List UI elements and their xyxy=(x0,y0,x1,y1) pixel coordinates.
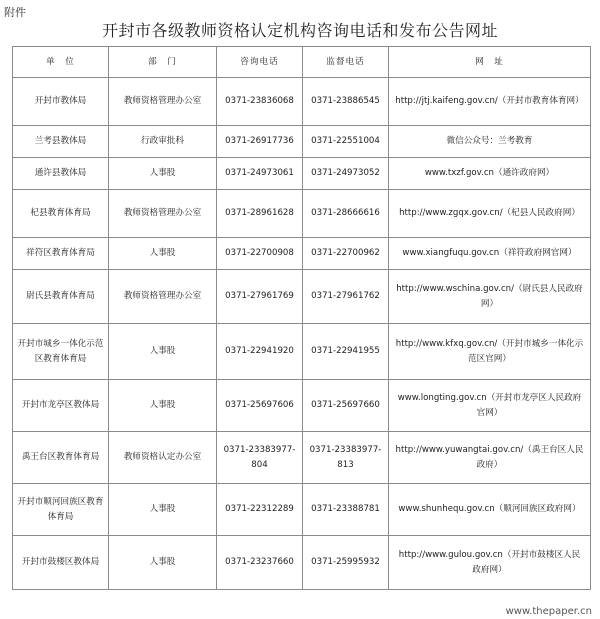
table-row xyxy=(13,78,591,126)
cell-supervise-phone: 0371-22551004 xyxy=(303,126,389,158)
contact-table xyxy=(12,46,591,590)
cell-url: www.shunhequ.gov.cn（顺河回族区政府网） xyxy=(389,484,591,536)
cell-unit: 兰考县教体局 xyxy=(13,126,109,158)
table-row xyxy=(13,270,591,324)
cell-url: http://www.wschina.gov.cn/（尉氏县人民政府网） xyxy=(389,270,591,324)
cell-dept: 教师资格管理办公室 xyxy=(109,190,217,238)
cell-url: www.xiangfuqu.gov.cn（祥符政府网官网） xyxy=(389,238,591,270)
cell-unit: 杞县教育体育局 xyxy=(13,190,109,238)
table-row xyxy=(13,158,591,190)
cell-dept: 人事股 xyxy=(109,324,217,380)
table-header-row xyxy=(13,47,591,78)
table-row xyxy=(13,324,591,380)
cell-unit: 通许县教体局 xyxy=(13,158,109,190)
cell-dept: 教师资格管理办公室 xyxy=(109,270,217,324)
cell-url: http://jtj.kaifeng.gov.cn/（开封市教育体育网） xyxy=(389,78,591,126)
cell-dept: 人事股 xyxy=(109,238,217,270)
cell-supervise-phone: 0371-25995932 xyxy=(303,536,389,590)
cell-dept: 人事股 xyxy=(109,380,217,432)
cell-dept: 教师资格管理办公室 xyxy=(109,78,217,126)
cell-supervise-phone: 0371-23383977-813 xyxy=(303,432,389,484)
cell-consult-phone: 0371-24973061 xyxy=(217,158,303,190)
cell-supervise-phone: 0371-23886545 xyxy=(303,78,389,126)
cell-url: http://www.gulou.gov.cn（开封市鼓楼区人民政府网） xyxy=(389,536,591,590)
cell-dept: 教师资格认定办公室 xyxy=(109,432,217,484)
cell-consult-phone: 0371-28961628 xyxy=(217,190,303,238)
table-row xyxy=(13,432,591,484)
header-unit: 单 位 xyxy=(13,47,109,78)
table-row xyxy=(13,380,591,432)
cell-supervise-phone: 0371-23388781 xyxy=(303,484,389,536)
document-title: 开封市各级教师资格认定机构咨询电话和发布公告网址 xyxy=(101,21,498,40)
cell-consult-phone: 0371-25697606 xyxy=(217,380,303,432)
table-row xyxy=(13,238,591,270)
cell-consult-phone: 0371-22312289 xyxy=(217,484,303,536)
cell-unit: 开封市城乡一体化示范区教育体育局 xyxy=(13,324,109,380)
cell-dept: 人事股 xyxy=(109,158,217,190)
table-row xyxy=(13,126,591,158)
cell-url: http://www.zgqx.gov.cn/（杞县人民政府网） xyxy=(389,190,591,238)
attachment-label: 附件 xyxy=(4,6,26,19)
header-consult-phone: 咨询电话 xyxy=(217,47,303,78)
cell-supervise-phone: 0371-22700962 xyxy=(303,238,389,270)
cell-unit: 禹王台区教育体育局 xyxy=(13,432,109,484)
cell-url: http://www.kfxq.gov.cn/（开封市城乡一体化示范区官网） xyxy=(389,324,591,380)
cell-url: 微信公众号：兰考教育 xyxy=(389,126,591,158)
table-row xyxy=(13,484,591,536)
watermark: www.thepaper.cn xyxy=(505,606,592,617)
cell-unit: 开封市鼓楼区教体局 xyxy=(13,536,109,590)
header-dept: 部 门 xyxy=(109,47,217,78)
cell-consult-phone: 0371-26917736 xyxy=(217,126,303,158)
cell-consult-phone: 0371-23237660 xyxy=(217,536,303,590)
cell-unit: 祥符区教育体育局 xyxy=(13,238,109,270)
cell-consult-phone: 0371-23836068 xyxy=(217,78,303,126)
cell-unit: 开封市教体局 xyxy=(13,78,109,126)
cell-url: http://www.yuwangtai.gov.cn/（禹王台区人民政府） xyxy=(389,432,591,484)
cell-unit: 开封市龙亭区教体局 xyxy=(13,380,109,432)
cell-unit: 尉氏县教育体育局 xyxy=(13,270,109,324)
header-url: 网 址 xyxy=(389,47,591,78)
table-row xyxy=(13,190,591,238)
cell-consult-phone: 0371-27961769 xyxy=(217,270,303,324)
cell-url: www.longting.gov.cn（开封市龙亭区人民政府官网） xyxy=(389,380,591,432)
header-supervise-phone: 监督电话 xyxy=(303,47,389,78)
cell-dept: 人事股 xyxy=(109,484,217,536)
cell-dept: 行政审批科 xyxy=(109,126,217,158)
cell-consult-phone: 0371-22700908 xyxy=(217,238,303,270)
cell-supervise-phone: 0371-25697660 xyxy=(303,380,389,432)
cell-unit: 开封市顺河回族区教育体育局 xyxy=(13,484,109,536)
cell-supervise-phone: 0371-22941955 xyxy=(303,324,389,380)
cell-consult-phone: 0371-22941920 xyxy=(217,324,303,380)
cell-supervise-phone: 0371-28666616 xyxy=(303,190,389,238)
cell-url: www.txzf.gov.cn（通许政府网） xyxy=(389,158,591,190)
cell-supervise-phone: 0371-27961762 xyxy=(303,270,389,324)
table-row xyxy=(13,536,591,590)
cell-dept: 人事股 xyxy=(109,536,217,590)
cell-consult-phone: 0371-23383977-804 xyxy=(217,432,303,484)
cell-supervise-phone: 0371-24973052 xyxy=(303,158,389,190)
